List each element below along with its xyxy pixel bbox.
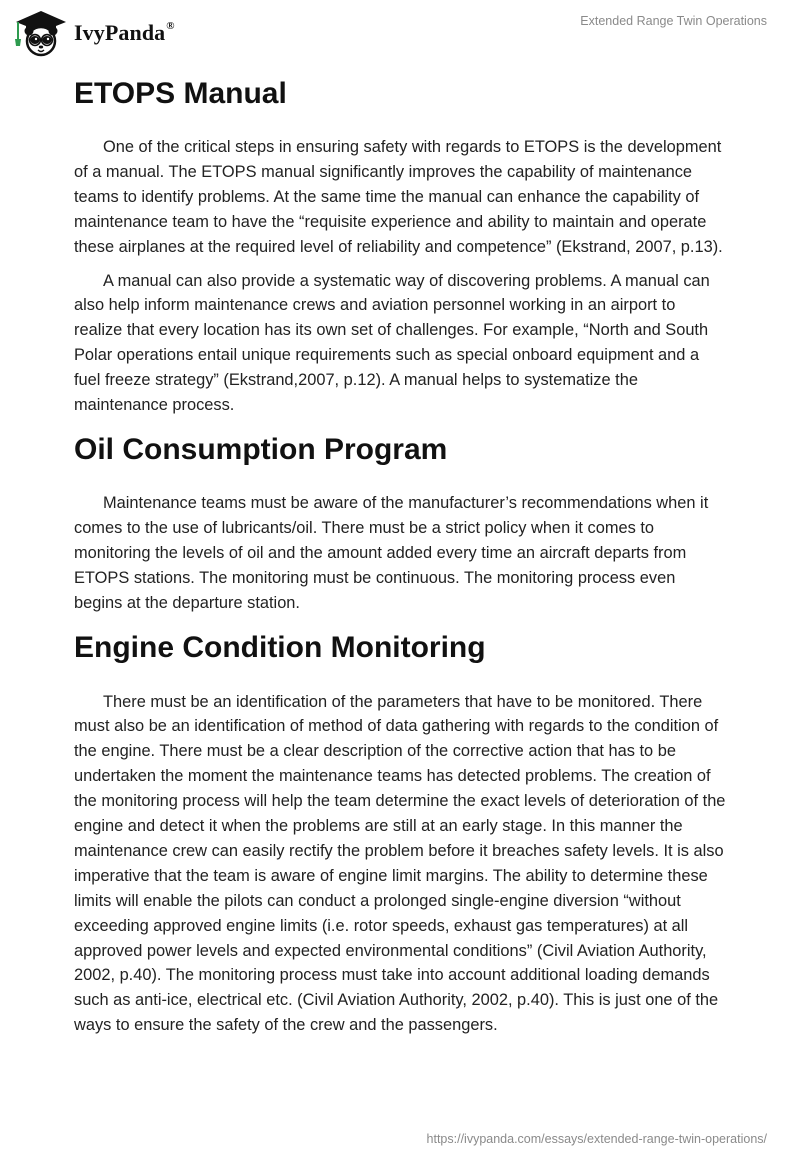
document-title: Extended Range Twin Operations — [580, 14, 767, 28]
brand-name: IvyPanda® — [74, 19, 175, 45]
paragraph: A manual can also provide a systematic way of discovering problems. A manual can also help inform maintenance crews and aviation personnel working in an airport to realize that every location has its own set of challenges. For example, “North and South Polar operations entail unique requirements such as special onboard equipment and a fuel freeze strategy” (Ekstrand,2007, p.12). A manual helps to systematize the maintenance process. — [74, 271, 710, 415]
paragraph: There must be an identification of the parameters that have to be monitored. There must also be an identification of method of data gathering with regards to the condition of the engine. There must be a clear description of the corrective action that has to be undertaken the moment the maintenance teams has detected problems. The creation of the monitoring process will help the team determine the exact levels of deterioration of the engine and detect it when the problems are still at an early stage. In this manner the maintenance crew can easily rectify the problem before it breaches safety levels. It is also imperative that the team is aware of engine limit margins. The ability to determine these limits will enable the pilots can conduct a prolonged single-engine diversion “without exceeding approved engine limits (i.e. rotor speeds, exhaust gas temperatures) at all approved power levels and expected environmental conditions” (Civil Aviation Authority, 2002, p.40). The monitoring process must take into account additional loading demands such as anti-ice, electrical etc. (Civil Aviation Authority, 2002, p.40). This is just one of the ways to ensure the safety of the crew and the passengers. — [74, 692, 726, 1035]
registered-mark: ® — [166, 19, 175, 32]
paragraph: Maintenance teams must be aware of the manufacturer’s recommendations when it comes to the use of lubricants/oil. There must be a strict policy when it comes to monitoring the levels of oil and the amount added every time an aircraft departs from ETOPS stations. The monitoring must be continuous. The monitoring process even begins at the departure station. — [74, 493, 709, 612]
section-heading-oil-consumption-program: Oil Consumption Program — [74, 432, 448, 466]
panda-graduate-icon — [12, 6, 70, 58]
page-header — [0, 0, 800, 64]
paragraph: One of the critical steps in ensuring safety with regards to ETOPS is the development of a manual. The ETOPS manual significantly improves the capability of maintenance teams to identify problems. At the same time the manual can enhance the capability of maintenance team to have the “requisite experience and ability to maintain and operate these airplanes at the required level of reliability and competence” (Ekstrand, 2007, p.13). — [74, 138, 723, 256]
source-url-link[interactable]: https://ivypanda.com/essays/extended-range-twin-operations/ — [426, 1132, 767, 1146]
section-heading-etops-manual: ETOPS Manual — [74, 77, 287, 110]
section-heading-engine-condition-monitoring: Engine Condition Monitoring — [74, 630, 486, 664]
essay-content — [74, 68, 726, 1038]
brand-logo[interactable] — [12, 6, 175, 58]
